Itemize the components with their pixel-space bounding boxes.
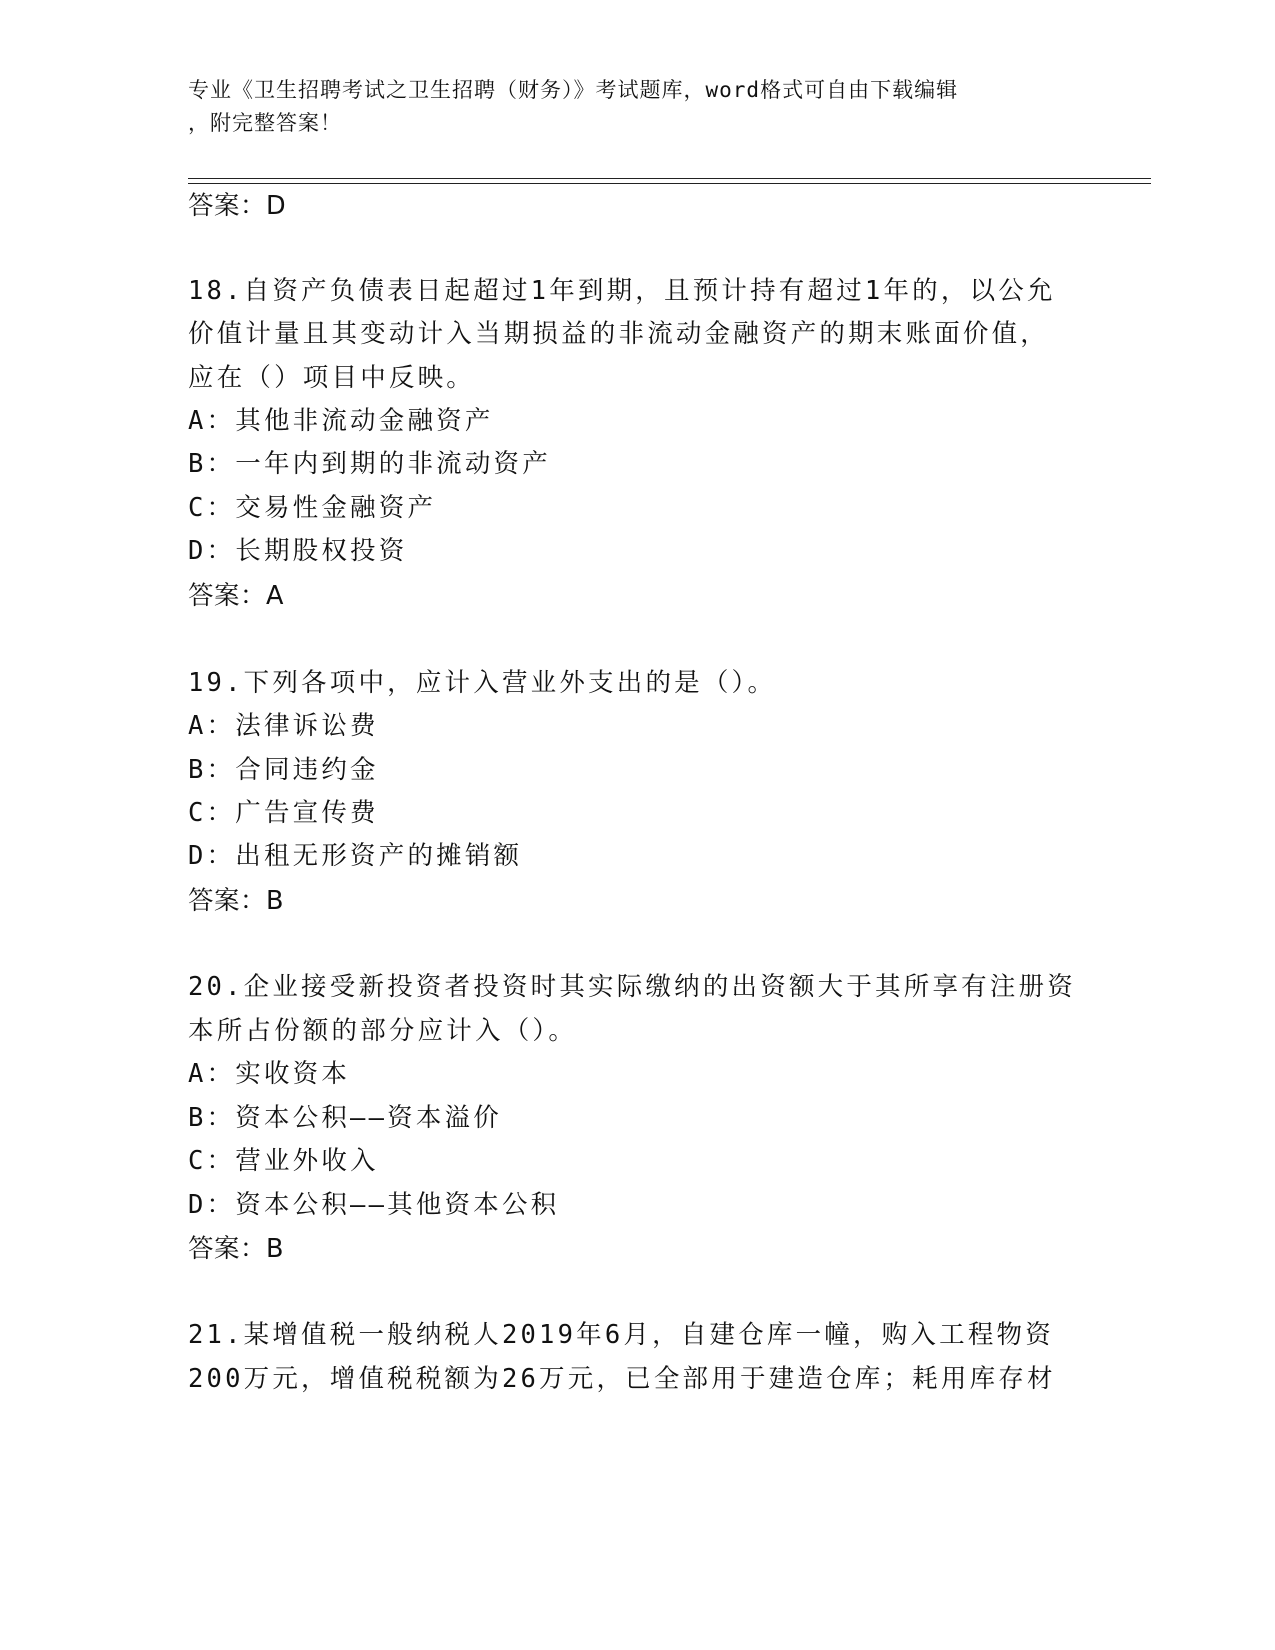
question-18-option-b: B：一年内到期的非流动资产: [188, 449, 551, 479]
question-19-option-c: C：广告宣传费: [188, 798, 379, 828]
question-20-option-d: D：资本公积——其他资本公积: [188, 1190, 560, 1220]
question-21-line-1: 21.某增值税一般纳税人2019年6月，自建仓库一幢，购入工程物资: [188, 1320, 1054, 1350]
document-header: 专业《卫生招聘考试之卫生招聘（财务）》考试题库，word格式可自由下载编辑 ，附完整答案！: [188, 78, 959, 135]
question-18-line-1: 18.自资产负债表日起超过1年到期，且预计持有超过1年的，以公允: [188, 276, 1056, 306]
question-19-option-b: B：合同违约金: [188, 755, 379, 785]
question-20-option-a: A：实收资本: [188, 1059, 351, 1089]
question-18-line-3: 应在（）项目中反映。: [188, 363, 476, 393]
question-20-option-c: C：营业外收入: [188, 1146, 379, 1176]
question-20-answer: 答案：B: [188, 1234, 284, 1264]
question-21-line-2: 200万元，增值税税额为26万元，已全部用于建造仓库；耗用库存材: [188, 1364, 1056, 1394]
question-20-option-b: B：资本公积——资本溢价: [188, 1103, 502, 1133]
answer-17: 答案：D: [188, 191, 287, 221]
question-18-option-a: A：其他非流动金融资产: [188, 406, 494, 436]
question-20-line-1: 20.企业接受新投资者投资时其实际缴纳的出资额大于其所享有注册资: [188, 972, 1076, 1002]
question-19-option-a: A：法律诉讼费: [188, 711, 379, 741]
header-rule-bottom: [188, 183, 1151, 184]
question-19-answer: 答案：B: [188, 886, 284, 916]
question-18-line-2: 价值计量且其变动计入当期损益的非流动金融资产的期末账面价值，: [188, 319, 1050, 349]
question-18-option-c: C：交易性金融资产: [188, 493, 437, 523]
question-19-option-d: D：出租无形资产的摊销额: [188, 841, 523, 871]
header-rule-top: [188, 178, 1151, 179]
question-20-line-2: 本所占份额的部分应计入（）。: [188, 1016, 578, 1046]
question-18-option-d: D：长期股权投资: [188, 536, 408, 566]
question-18-answer: 答案：A: [188, 581, 284, 611]
question-19-line-1: 19.下列各项中，应计入营业外支出的是（）。: [188, 668, 777, 698]
